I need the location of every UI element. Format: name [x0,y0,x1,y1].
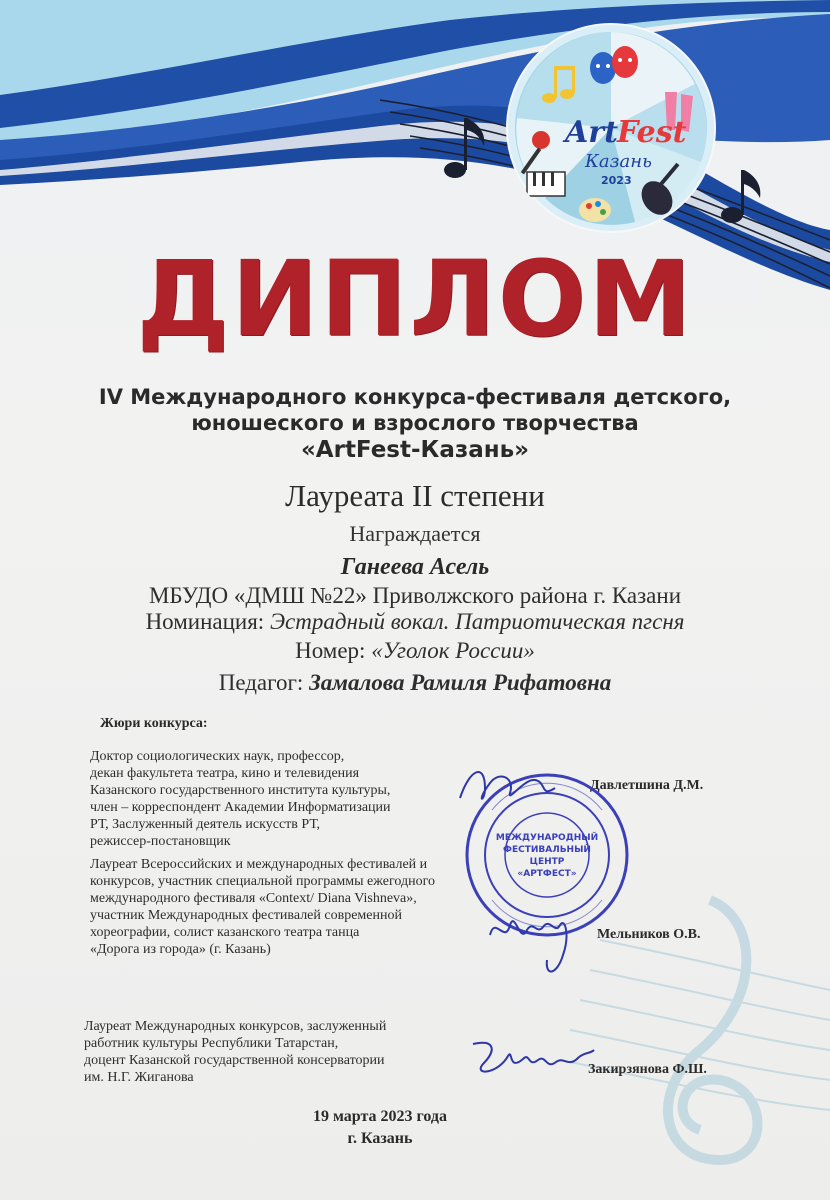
award-date: 19 марта 2023 года [312,1108,448,1125]
teacher-line [0,670,830,696]
stamp-line-4: «АРТФЕСТ» [517,869,577,879]
jury-title: Жюри конкурса: [100,716,208,731]
stamp-line-2: ФЕСТИВАЛЬНЫЙ [503,845,591,855]
logo-city: Казань [585,151,652,172]
festival-line-1: IV Международного конкурса-фестиваля детского, [98,385,732,409]
logo-year: 2023 [601,174,632,187]
jury-member-1-desc: Доктор социологических наук, профессор, декан факультета театра, кино и телевидения Казанского государственного института культуры, член – корреспондент Академии Информатизации РТ, Заслуженный деятель искусств РТ, режиссер-постановщик [90,749,391,849]
number-label: Номер: [295,638,366,663]
diploma-title: ДИПЛОМ [136,238,694,360]
logo-brand-art: Art [565,115,618,150]
jury-member-3-desc: Лауреат Международных конкурсов, заслуженный работник культуры Республики Татарстан, доцент Казанской государственной консерватории им. Н.Г. Жиганова [84,1019,387,1085]
number-value: «Уголок России» [371,638,535,663]
stamp-line-1: МЕЖДУНАРОДНЫЙ [495,833,599,843]
logo-brand-fest: Fest [617,115,687,150]
teacher-value: Замалова Рамиля Рифатовна [309,670,612,695]
nomination-label: Номинация: [145,609,265,634]
nomination-line [0,609,830,635]
award-city: г. Казань [347,1130,413,1147]
jury-member-2-desc: Лауреат Всероссийских и международных фестивалей и конкурсов, участник специальной программы ежегодного международного фестиваля «Context/ Diana Vishneva», участник Международных фестивалей современной хореографии, солист казанского театра танца «Дорога из города» (г. Казань) [90,857,435,957]
school-line: МБУДО «ДМШ №22» Приволжского района г. Казани [148,583,682,608]
piano-icon [527,172,565,196]
signature-2 [485,905,585,980]
artfest-logo [505,22,717,234]
number-line [0,638,830,664]
festival-name: «ArtFest-Казань» [300,437,530,463]
jury-member-3-name: Закирзянова Ф.Ш. [588,1062,707,1077]
signature-3 [468,1034,598,1084]
laureate-degree: Лауреата II степени [285,478,545,513]
palette-icon [579,198,611,222]
jury-member-1-name: Давлетшина Д.М. [590,778,704,793]
festival-line-2: юношеского и взрослого творчества [191,411,639,435]
awarded-label: Награждается [349,521,481,546]
recipient-name: Ганеева Асель [340,554,490,580]
stamp-line-3: ЦЕНТР [529,857,565,867]
teacher-label: Педагог: [218,670,304,695]
signature-1 [455,758,565,818]
nomination-value: Эстрадный вокал. Патриотическая пгсня [269,609,685,634]
jury-member-2-name: Мельников О.В. [597,927,701,942]
